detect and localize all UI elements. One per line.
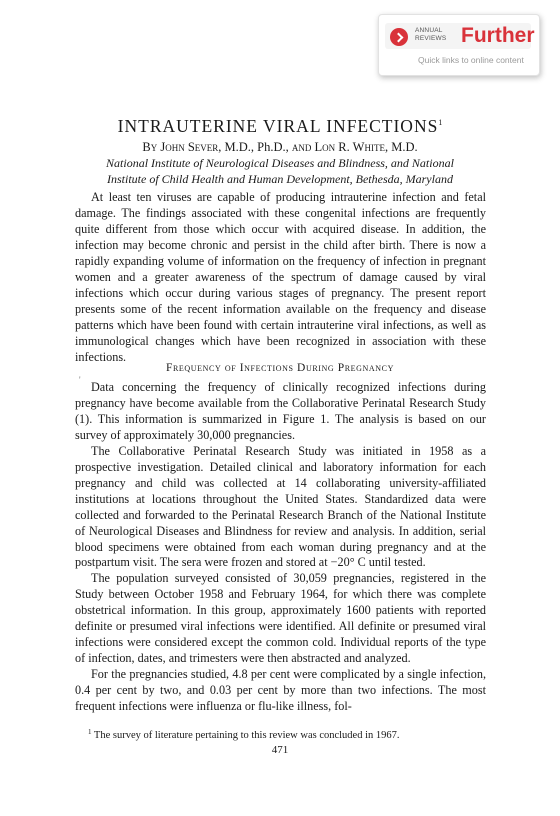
author-2: Lon R. White — [311, 140, 385, 154]
badge-subtitle[interactable]: Quick links to online content — [418, 55, 524, 65]
paragraph-3: The population surveyed consisted of 30,059 pregnancies, registered in the Study between October 1958 and February 1964, for which there was complete obstetrical information. In this group, approximately 1600 patients with reported definite or presumed viral infections were identified. All definite or presumed viral infections were considered except the common cold. Individual reports of the type of infection, dates, and trimesters were then abstracted and analyzed. — [75, 571, 486, 666]
further-badge[interactable] — [378, 14, 540, 76]
paragraph-1: Data concerning the frequency of clinically recognized infections during pregnancy have become available from the Collaborative Perinatal Research Study (1). This information is summarized in Figure 1. The analysis is based on our survey of approximately 30,000 pregnancies. — [75, 380, 486, 442]
affiliation: National Institute of Neurological Diseases and Blindness, and National Institute of Child Health and Human Development, Bethesda, Maryland — [106, 156, 454, 186]
stray-mark: ' — [79, 375, 81, 385]
author-line: By John Sever, M.D., Ph.D., and Lon R. White, M.D. — [142, 140, 418, 154]
article-title: INTRAUTERINE VIRAL INFECTIONS$^1$ — [117, 116, 443, 136]
intro-paragraph: At least ten viruses are capable of producing intrauterine infection and fetal damage. The findings associated with these congenital infections are frequently quite different from those which occur with acquired disease. In addition, the infection may become chronic and persist in the child after birth. There is now a rapidly expanding volume of information on the frequency of infection in pregnant women and a greater awareness of the spectrum of damage caused by viral infections which occur during various stages of pregnancy. The present report presents some of the recent information available on the frequency and disease patterns which have been found with certain intrauterine viral infections, as well as immunological changes which have been recognized in association with these infections. — [75, 190, 486, 364]
further-logo-text: Further — [461, 24, 535, 47]
title-footnote-mark: 1 — [438, 118, 443, 127]
footnote: $^1$ The survey of literature pertaining to this review was concluded in 1967. — [88, 728, 400, 741]
annual-reviews-logo: ANNUAL REVIEWS — [415, 27, 447, 42]
page-number: 471 — [271, 744, 289, 756]
intro-paragraph-block — [75, 190, 486, 365]
chevron-right-icon — [390, 28, 408, 46]
badge-header — [385, 23, 535, 49]
paragraph-2: The Collaborative Perinatal Research Study was initiated in 1958 as a prospective investigation. Detailed clinical and laboratory information for each pregnancy and child was collected at 14 collaborating university-affiliated institutions at locations throughout the United States. Standardized data were collected and forwarded to the Perinatal Research Branch of the National Institute of Neurological Diseases and Blindness for review and analysis. In addition, serial blood specimens were obtained from each woman during pregnancy and at the postpartum visit. The sera were frozen and stored at −20° C until tested. — [75, 443, 486, 570]
paragraph-4: For the pregnancies studied, 4.8 per cent were complicated by a single infection, 0.4 per cent by two, and 0.03 per cent by more than two infections. The most frequent infections were influenza or flu-like illness, fol- — [75, 667, 486, 714]
section-heading: Frequency of Infections During Pregnancy — [166, 362, 394, 374]
section-body — [75, 380, 486, 715]
author-1: John Sever — [160, 140, 219, 154]
